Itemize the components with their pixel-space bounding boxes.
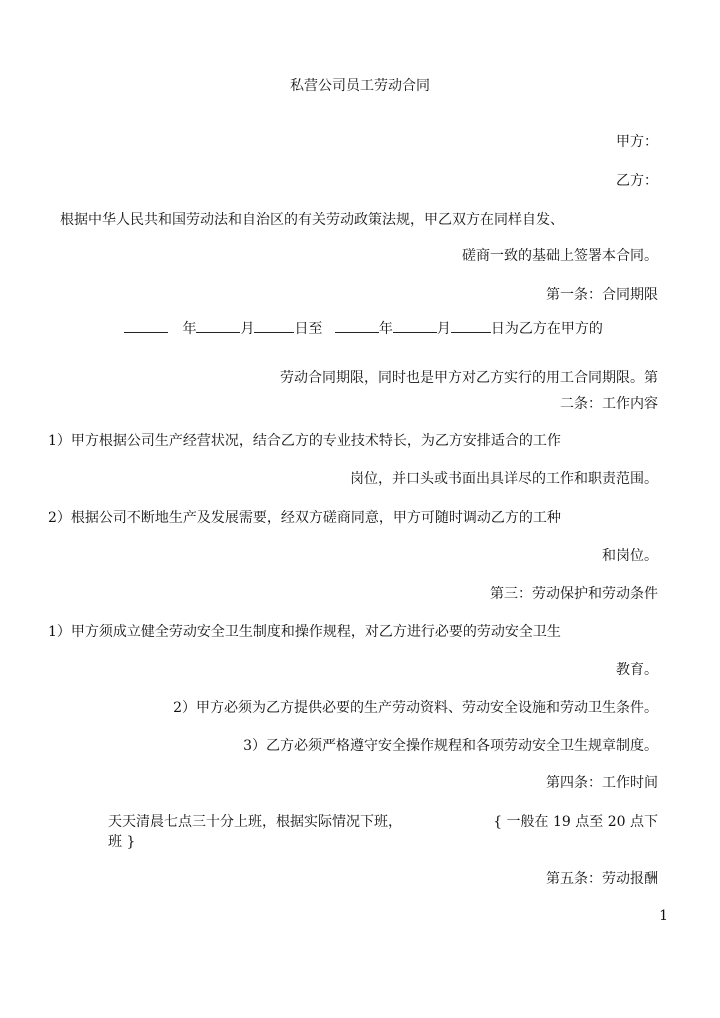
article-3-clause-1-line-1: 1）甲方须成立健全劳动安全卫生制度和操作规程，对乙方进行必要的劳动安全卫生 (48, 624, 561, 640)
article-1-heading: 第一条：合同期限 (546, 287, 658, 303)
day-to-label: 日至 (294, 321, 323, 337)
article-2-clause-2-line-1: 2）根据公司不断地生产及发展需要，经双方磋商同意，甲方可随时调动乙方的工种 (48, 510, 561, 526)
contract-period-line (124, 318, 603, 339)
article-3-heading: 第三：劳动保护和劳动条件 (490, 586, 658, 602)
article-4-line-1b: { 一般在 19 点至 20 点下 (493, 814, 658, 830)
article-3-clause-2: 2）甲方必须为乙方提供必要的生产劳动资料、劳动安全设施和劳动卫生条件。 (173, 700, 658, 716)
article-3-clause-1-line-2: 教育。 (616, 662, 658, 678)
party-a-label: 甲方： (616, 134, 658, 150)
blank-field (124, 318, 168, 333)
article-3-clause-3: 3）乙方必须严格遵守安全操作规程和各项劳动安全卫生规章制度。 (243, 738, 658, 754)
article-4-line-2: 班 } (108, 834, 136, 850)
intro-line-2: 磋商一致的基础上签署本合同。 (462, 248, 658, 264)
article-2-clause-1-line-2: 岗位，并口头或书面出具详尽的工作和职责范围。 (350, 471, 658, 487)
document-title: 私营公司员工劳动合同 (290, 78, 430, 94)
month-label-2: 月 (436, 321, 451, 337)
article-2-clause-2-line-2: 和岗位。 (602, 548, 658, 564)
article-1-continuation: 劳动合同期限，同时也是甲方对乙方实行的用工合同期限。第 (280, 370, 658, 386)
blank-field (196, 318, 240, 333)
article-4-line-1a: 天天清晨七点三十分上班，根据实际情况下班， (108, 814, 402, 830)
blank-field (335, 318, 379, 333)
page-number: 1 (659, 908, 668, 924)
year-label-2: 年 (378, 321, 393, 337)
intro-line-1: 根据中华人民共和国劳动法和自治区的有关劳动政策法规，甲乙双方在同样自发、 (60, 212, 564, 228)
article-4-heading: 第四条：工作时间 (546, 775, 658, 791)
article-2-clause-1-line-1: 1）甲方根据公司生产经营状况，结合乙方的专业技术特长，为乙方安排适合的工作 (48, 433, 561, 449)
article-5-heading: 第五条：劳动报酬 (546, 871, 658, 887)
party-b-label: 乙方： (616, 173, 658, 189)
day-label-2: 日为乙方在甲方的 (490, 321, 603, 337)
year-label: 年 (182, 321, 197, 337)
article-2-heading: 二条：工作内容 (560, 396, 658, 412)
month-label: 月 (240, 321, 255, 337)
blank-field (254, 318, 294, 333)
blank-field (393, 318, 437, 333)
blank-field (451, 318, 491, 333)
